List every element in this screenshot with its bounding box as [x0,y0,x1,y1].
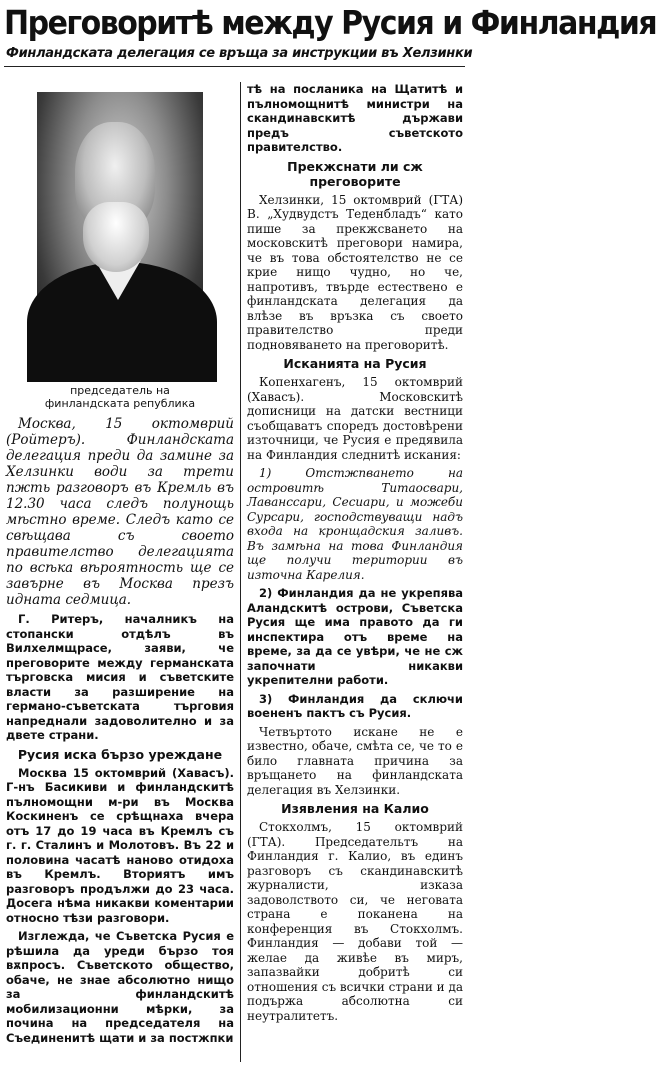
article-paragraph: Хелзинки, 15 октомврий (ГТА) В. „Худвудстъ Теденбладъ“ като пише за прекжсването на московскитѣ преговори намира, че въ това обстоятелство не се крие нищо чудно, но че, напротивъ, твърде естествено е финландската делегация да влѣзе въ връзка съ своето правителство преди подновяването на преговоритѣ. [247,192,463,352]
article-paragraph: Г. Ритеръ, началникъ на стопански отдѣлъ въ Вилхелмщрасе, заяви, че преговорите между германската търговска мисия и съветските власти за разширение на германо-съветската търговия напреднали задоволително и за двете страни. [6,612,234,742]
photo-caption-title: председатель на финландската република [44,384,196,410]
section-heading: Прекжснати ли сж преговорите [287,158,423,189]
column-divider [240,82,241,1062]
article-paragraph: 2) Финландия да не укрепява Аландскитѣ острови, Съветска Русия ще има правото да ги инспектира отъ време на време, за да се увѣри, че не сж започнати никакви укрепителни работи. [247,586,463,687]
left-column [6,84,234,1049]
article-paragraph: Изглежда, че Съветска Русия е рѣшила да уреди бързо тоя вѫпросъ. Съветското общество, обаче, не знае абсолютно нищо за финландскитѣ мобилизационни мѣрки, за почина на председателя на Съединенитѣ щати и за постжпки [6,929,234,1045]
article-paragraph: Стокхолмъ, 15 октомврий (ГТА). Председательтъ на Финландия г. Калио, въ единъ разговоръ съ скандинавскитѣ журналисти, изказа задоволството си, че неговата страна е поканена на конференция въ Стокхолмъ. Финландия — добави той — желае да живѣе въ миръ, запазвайки добритѣ си отношения съ всички страни и да подържа абсолютна си неутралитетъ. [247,820,463,1023]
article-paragraph: тѣ на посланика на Щатитѣ и пълномощнитѣ министри на скандинавскитѣ държави предъ съветското правителство. [247,82,463,154]
article-paragraph: Копенхагенъ, 15 октомврий (Хавасъ). Московскитѣ дописници на датски вестници съобщаватъ споредъ достовѣрени източници, че Русия е предявила на Финландия следнитѣ искания: [247,375,463,462]
right-column [247,82,463,1027]
section-heading: Русия иска бързо уреждане [17,746,223,762]
divider-horizontal [4,66,465,67]
article-paragraph: Четвъртото искане не е известно, обаче, смѣта се, че то е било главната причина за връщането на финландската делегация въ Хелзинки. [247,724,463,797]
article-paragraph: 1) Отстжпването на островитѣ Титаосвари, Лаванссари, Сесиари, и можеби Сурсари, господствуващи надъ входа на кронщадския заливъ. Въ замѣна на това Финландия ще получи територии въ източна Карелия. [247,466,463,582]
section-heading: Изявления на Калио [281,801,429,816]
article-paragraph: Москва 15 октомврий (Хавасъ). Г-нъ Басикиви и финландскитѣ пълномощни м-ри въ Москва Коскиненъ се срѣщнаха вчера отъ 17 до 19 часа въ Кремлъ съ г. г. Сталинъ и Молотовъ. Въ 22 и половина часатѣ наново отидоха въ Кремлъ. Вториятъ имъ разговоръ продължи до 23 часа. Досега нѣма никакви коментарии относно тѣзи разговори. [6,765,234,925]
deck-subtitle: Финландската делегация се връща за инструкции въ Хелзинки [6,46,473,61]
article-paragraph: Москва, 15 октомврий (Ройтеръ). Финландската делегация преди да замине за Хелзинки води за трети пжть разговоръ въ Кремль въ 12.30 часа следъ полунощь мѣстно време. Следъ като се свѣщава съ своето правителство делегацията по всѣка вѣроятность ще се завърне въ Москва презъ идната седмица. [6,416,234,608]
portrait-photo [37,92,203,356]
section-heading: Исканията на Русия [283,356,427,371]
article-paragraph: 3) Финландия да сключи воененъ пактъ съ Русия. [247,691,463,720]
headline: Преговоритѣ между Русия и Финландия [4,4,656,43]
